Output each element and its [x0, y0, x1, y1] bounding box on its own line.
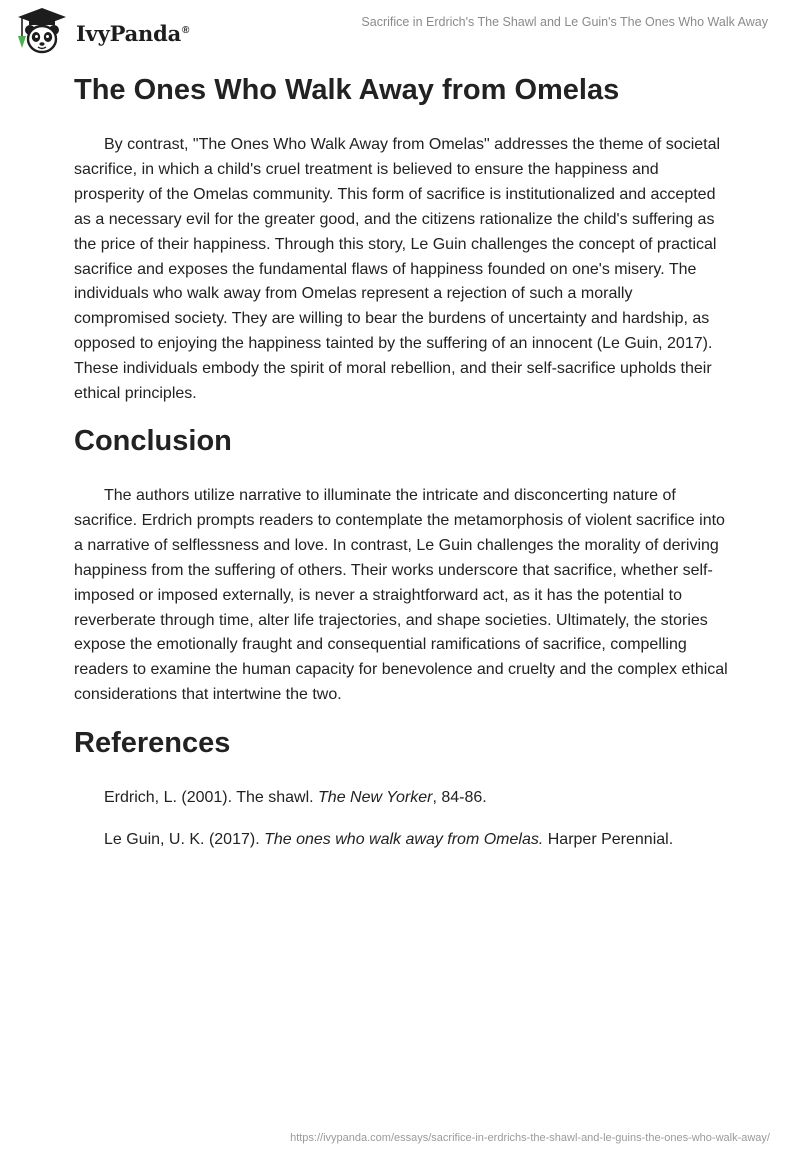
omelas-paragraph: By contrast, "The Ones Who Walk Away from Omelas" addresses the theme of societal sacrifice, in which a child's cruel treatment is believed to ensure the happiness and prosperity of the Omelas community. This form of sacrifice is institutionalized and accepted as a necessary evil for the greater good, and the citizens rationalize the child's suffering as the price of their happiness. Through this story, Le Guin challenges the concept of practical sacrifice and exposes the fundamental flaws of happiness founded on one's misery. The individuals who walk away from Omelas represent a rejection of such a morally compromised society. They are willing to bear the burdens of uncertainty and hardship, as opposed to enjoying the happiness tainted by the suffering of an innocent (Le Guin, 2017). These individuals embody the spirit of moral rebellion, and their self-sacrifice upholds their ethical principles.	[74, 136, 721, 403]
reference-item: Le Guin, U. K. (2017). The ones who walk away from Omelas. Harper Perennial.	[104, 831, 674, 848]
reference-item: Erdrich, L. (2001). The shawl. The New Yorker, 84-86.	[104, 789, 487, 806]
running-title: Sacrifice in Erdrich's The Shawl and Le Guin's The Ones Who Walk Away	[361, 15, 768, 29]
omelas-heading: The Ones Who Walk Away from Omelas	[74, 74, 620, 106]
conclusion-paragraph: The authors utilize narrative to illuminate the intricate and disconcerting nature of sacrifice. Erdrich prompts readers to contemplate the metamorphosis of violent sacrifice into a narrative of selflessness and love. In contrast, Le Guin challenges the morality of deriving happiness from the suffering of others. Their works underscore that sacrifice, whether self-imposed or imposed externally, is never a straightforward act, as it has the potential to reverberate through time, alter life trajectories, and shape societies. Ultimately, the stories expose the emotionally fraught and consequential ramifications of sacrifice, compelling readers to examine the human capacity for benevolence and cruelty and the complex ethical considerations that intertwine the two.	[74, 487, 728, 704]
source-url[interactable]: https://ivypanda.com/essays/sacrifice-in-erdrichs-the-shawl-and-le-guins-the-ones-who-walk-away/	[290, 1132, 770, 1144]
panda-graduate-icon	[14, 6, 70, 56]
logo-wordmark: IvyPanda®	[76, 20, 190, 46]
conclusion-heading: Conclusion	[74, 425, 232, 457]
references-heading: References	[74, 727, 231, 759]
ivypanda-logo[interactable]	[14, 6, 189, 56]
page-header	[0, 0, 800, 60]
